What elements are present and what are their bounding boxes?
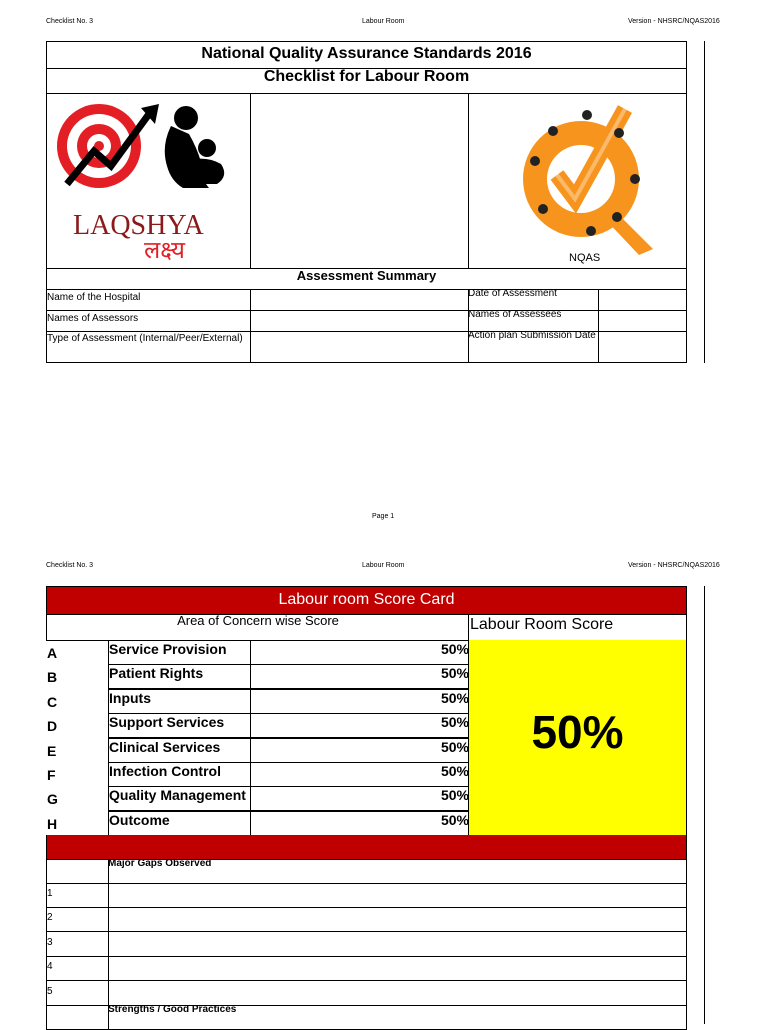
room-score-value: 50%: [531, 706, 624, 758]
header-version-2: Version - NHSRC/NQAS2016: [628, 562, 720, 569]
nqas-icon-7: [586, 226, 596, 236]
assessment-type-field[interactable]: [250, 331, 469, 363]
page-subtitle: Checklist for Labour Room: [46, 68, 687, 94]
area-score: 50%: [250, 738, 469, 763]
area-score: 50%: [250, 713, 469, 738]
assessees-label: Names of Assessees: [468, 310, 599, 332]
page2-right-rule: [704, 586, 705, 1024]
nqas-icon-5: [630, 174, 640, 184]
area-score: 50%: [250, 640, 469, 665]
date-of-assessment-label: Date of Assessment: [468, 289, 599, 311]
action-plan-date-field[interactable]: [598, 331, 687, 363]
nqas-icon-1: [548, 126, 558, 136]
area-letter: D: [47, 718, 58, 734]
area-name: Service Provision: [108, 640, 251, 665]
header-room-2: Labour Room: [362, 562, 405, 569]
area-letter: H: [47, 816, 58, 832]
scorecard-title-banner: Labour room Score Card: [46, 586, 687, 615]
nqas-logo-cell: [468, 93, 687, 269]
area-score: 50%: [250, 664, 469, 689]
area-name: Clinical Services: [108, 738, 251, 763]
nqas-logo-text: NQAS: [569, 252, 601, 264]
hospital-name-label: Name of the Hospital: [46, 289, 251, 311]
gap-entry-field[interactable]: [108, 932, 687, 957]
header-version: Version - NHSRC/NQAS2016: [628, 18, 720, 25]
gap-number: 1: [46, 883, 109, 908]
gaps-heading: Major Gaps Observed: [108, 859, 687, 884]
area-name: Outcome: [108, 811, 251, 836]
laqshya-logo: [49, 96, 249, 266]
nqas-icon-8: [612, 212, 622, 222]
header-room: Labour Room: [362, 18, 405, 25]
strengths-heading: Strengths / Good Practices: [108, 1005, 687, 1030]
area-letter: F: [47, 767, 56, 783]
header-checklist-no-2: Checklist No. 3: [46, 562, 94, 569]
strengths-number-header: [46, 1005, 109, 1030]
area-name: Patient Rights: [108, 664, 251, 689]
area-letter: A: [47, 645, 58, 661]
laqshya-logo-hindi: लक्ष्य: [144, 236, 185, 264]
assessors-field[interactable]: [250, 310, 469, 332]
date-of-assessment-field[interactable]: [598, 289, 687, 311]
gaps-number-header: [46, 859, 109, 884]
page1-footer: Page 1: [372, 513, 395, 520]
page1-header: [0, 18, 768, 32]
nqas-logo: [513, 99, 673, 269]
nqas-icon-3: [614, 128, 624, 138]
area-score: 50%: [250, 786, 469, 811]
area-score: 50%: [250, 811, 469, 836]
area-name: Infection Control: [108, 762, 251, 787]
area-name: Inputs: [108, 689, 251, 714]
area-letter: C: [47, 694, 58, 710]
area-letter: E: [47, 743, 57, 759]
gap-entry-field[interactable]: [108, 981, 687, 1006]
assessees-field[interactable]: [598, 310, 687, 332]
page2-header: [0, 562, 768, 576]
assessment-type-label: Type of Assessment (Internal/Peer/External): [46, 331, 251, 363]
gap-entry-field[interactable]: [108, 956, 687, 981]
assessors-label: Names of Assessors: [46, 310, 251, 332]
header-checklist-no: Checklist No. 3: [46, 18, 94, 25]
gap-number: 5: [46, 981, 109, 1006]
area-name: Support Services: [108, 713, 251, 738]
nqas-icon-4: [530, 156, 540, 166]
gaps-separator-bar: [46, 835, 687, 860]
area-of-concern-heading: Area of Concern wise Score: [46, 614, 469, 641]
hospital-name-field[interactable]: [250, 289, 469, 311]
gap-number: 3: [46, 932, 109, 957]
gap-entry-field[interactable]: [108, 907, 687, 932]
gap-number: 2: [46, 907, 109, 932]
area-score: 50%: [250, 762, 469, 787]
area-letter: G: [47, 791, 58, 807]
area-letter: B: [47, 669, 58, 685]
page1-right-rule: [704, 41, 705, 363]
page-title: National Quality Assurance Standards 2016: [46, 41, 687, 69]
gap-number: 4: [46, 956, 109, 981]
logo-blank-cell: [250, 93, 469, 269]
action-plan-date-label: Action plan Submission Date: [468, 331, 599, 363]
area-name: Quality Management: [108, 786, 251, 811]
laqshya-logo-cell: [46, 93, 251, 269]
assessment-summary-heading: Assessment Summary: [46, 268, 687, 290]
room-score-heading: Labour Room Score: [468, 614, 687, 641]
nqas-icon-2: [582, 110, 592, 120]
laqshya-logo-text: LAQSHYA: [73, 210, 204, 241]
gap-entry-field[interactable]: [108, 883, 687, 908]
area-score: 50%: [250, 689, 469, 714]
room-score-value-box: [468, 640, 687, 836]
nqas-icon-6: [538, 204, 548, 214]
